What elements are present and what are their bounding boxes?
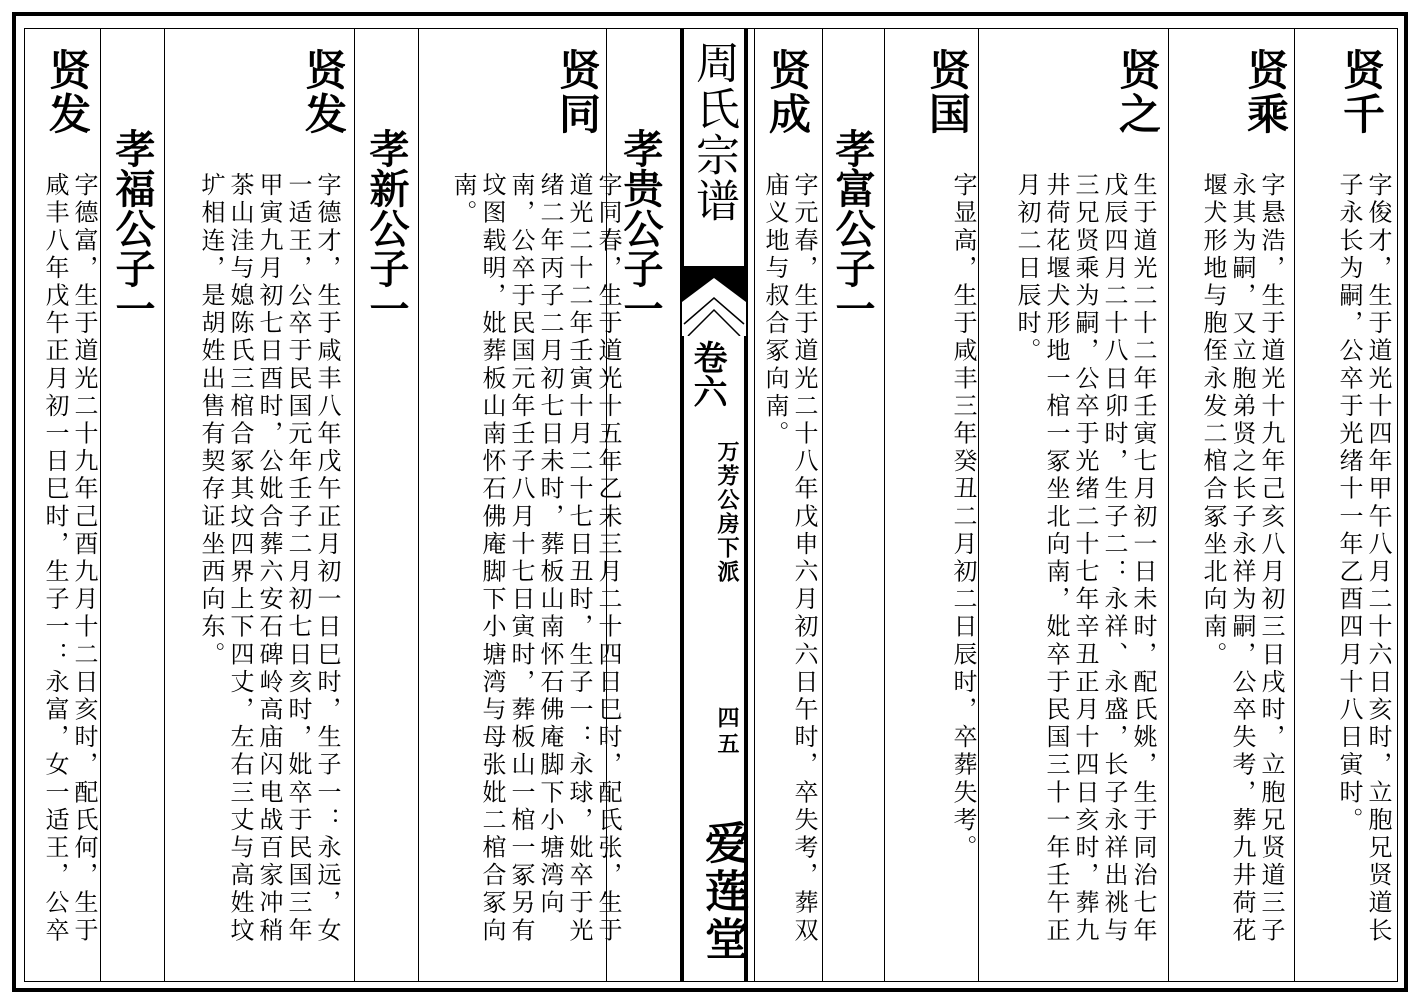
entry-text: 字悬浩，生于道光十九年己亥八月初三日戌时，立胞兄贤道三子永其为嗣，又立胞弟贤之长子永祥为嗣，公卒失考，葬九井荷花堰犬形地与胞侄永发二棺合冢坐北向南。 bbox=[1199, 172, 1285, 945]
column-rule bbox=[1168, 29, 1169, 981]
column-rule bbox=[418, 29, 419, 981]
son-header: 孝新公子一 bbox=[363, 128, 410, 328]
entry-text: 生于道光二十二年壬寅七月初一日未时，配氏姚，生于同治七年戊辰四月二十八日卯时，生子二：永祥、永盛，长子永祥出祧与三兄贤乘为嗣，公卒于光绪二十七年辛丑正月十四日亥时，葬九井荷花堰犬形地一棺一冢坐北向南，妣卒于民国三十一年壬午正月初二日辰时。 bbox=[1013, 172, 1157, 945]
volume-label: 卷六 bbox=[687, 340, 727, 408]
column-rule bbox=[978, 29, 979, 981]
branch-label: 万芳公房下派 bbox=[714, 440, 740, 584]
son-header: 孝贵公子一 bbox=[617, 128, 664, 328]
son-header: 孝福公子一 bbox=[109, 128, 156, 328]
entry-name: 贤成 bbox=[763, 48, 812, 136]
entry-name: 贤国 bbox=[923, 48, 972, 136]
entry-name: 贤乘 bbox=[1241, 48, 1290, 136]
entry-text: 字德富，生于道光二十九年己酉九月十二日亥时，配氏何，生于咸丰八年戊午正月初一日巳时，生子一：永富，女一适王，公卒 bbox=[41, 172, 98, 945]
column-rule bbox=[100, 29, 101, 981]
page-number: 四五 bbox=[714, 706, 740, 758]
entry-text: 字元春，生于道光二十八年戊申六月初六日午时，卒失考，葬双庙义地与叔合冢向南。 bbox=[761, 172, 818, 945]
column-rule bbox=[354, 29, 355, 981]
hall-name: 爱莲堂 bbox=[697, 820, 748, 964]
entry-name: 贤之 bbox=[1113, 48, 1162, 136]
entry-text: 字同春，生于道光十五年乙未三月二十四日巳时，配氏张，生于道光二十二年壬寅十月二十七日丑时，生子一：永球，妣卒于光绪二年丙子二月初七日未时，葬板山南怀石佛庵脚下小塘湾向南，公卒于民国元年壬子八月十七日寅时，葬板山一棺一冢另有坟图载明，妣葬板山南怀石佛庵脚下小塘湾与母张妣二棺合冢向南。 bbox=[449, 172, 622, 945]
column-rule bbox=[884, 29, 885, 981]
entry-name: 贤同 bbox=[553, 48, 602, 136]
column-rule bbox=[822, 29, 823, 981]
column-rule bbox=[164, 29, 165, 981]
son-header: 孝富公子一 bbox=[829, 128, 876, 328]
column-rule bbox=[754, 29, 755, 981]
column-rule bbox=[1294, 29, 1295, 981]
entry-text: 字俊才，生于道光十四年甲午八月二十六日亥时，立胞兄贤道长子永长为嗣，公卒于光绪十一年乙酉四月十八日寅时。 bbox=[1335, 172, 1392, 945]
genealogy-title: 周氏宗谱 bbox=[688, 40, 739, 224]
entry-name: 贤发 bbox=[43, 48, 92, 136]
entry-text: 字显高，生于咸丰三年癸丑二月初二日辰时，卒葬失考。 bbox=[949, 172, 977, 862]
fish-tail-mark bbox=[682, 266, 746, 336]
entry-name: 贤发 bbox=[299, 48, 348, 136]
entry-name: 贤千 bbox=[1337, 48, 1386, 136]
entry-text: 字德才，生于咸丰八年戊午正月初一日巳时，生子一：永远，女一适王，公卒于民国元年壬子二月初七日亥时，妣卒于民国三年甲寅九月初七日酉时，公妣合葬六安石碑岭高庙闪电战百家冲稍茶山洼与媳陈氏三棺合冢其坟四界上下四丈，左右三丈与高姓坟圹相连，是胡姓出售有契存证坐西向东。 bbox=[197, 172, 341, 945]
